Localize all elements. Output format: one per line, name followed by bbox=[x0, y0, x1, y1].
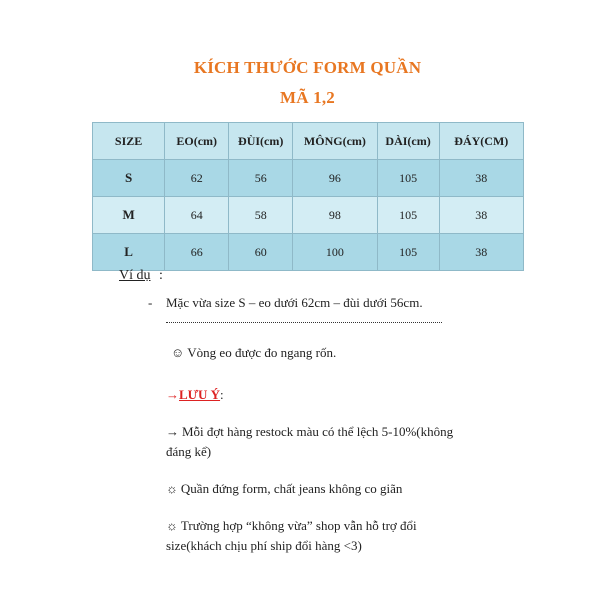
note-label: LƯU Ý bbox=[179, 387, 221, 402]
waist-note-text: Vòng eo được đo ngang rốn. bbox=[187, 345, 337, 360]
sun-icon: ☼ bbox=[166, 518, 178, 533]
header-size: SIZE bbox=[93, 123, 165, 160]
note-exchange-cont: size(khách chịu phí ship đổi hàng <3) bbox=[166, 538, 362, 553]
cell-thigh: 56 bbox=[229, 160, 293, 197]
arrow-right-icon: → bbox=[166, 387, 179, 402]
waist-note bbox=[171, 345, 336, 361]
cell-size: M bbox=[93, 197, 165, 234]
example-text: Mặc vừa size S – eo dưới 62cm – đùi dưới 56cm. bbox=[166, 295, 423, 310]
table-row bbox=[93, 234, 524, 271]
note-restock bbox=[166, 424, 453, 440]
cell-thigh: 60 bbox=[229, 234, 293, 271]
bullet-dash: - bbox=[148, 295, 153, 310]
page-subtitle: MÃ 1,2 bbox=[279, 88, 336, 107]
cell-thigh: 58 bbox=[229, 197, 293, 234]
cell-rise: 38 bbox=[439, 197, 523, 234]
header-length: DÀI(cm) bbox=[377, 123, 439, 160]
cell-waist: 62 bbox=[165, 160, 229, 197]
dotted-divider bbox=[166, 316, 442, 323]
example-heading bbox=[119, 268, 151, 284]
cell-rise: 38 bbox=[439, 234, 523, 271]
header-hip: MÔNG(cm) bbox=[293, 123, 377, 160]
cell-hip: 100 bbox=[293, 234, 377, 271]
note-fabric bbox=[166, 481, 402, 497]
cell-size: S bbox=[93, 160, 165, 197]
note-colon: : bbox=[220, 387, 224, 402]
note-fabric-text: Quần đứng form, chất jeans không co giãn bbox=[180, 481, 403, 496]
note-exchange bbox=[166, 518, 417, 534]
header-waist: EO(cm) bbox=[165, 123, 229, 160]
table-row bbox=[93, 197, 524, 234]
cell-hip: 98 bbox=[293, 197, 377, 234]
table-row bbox=[93, 160, 524, 197]
cell-length: 105 bbox=[377, 234, 439, 271]
page-title: KÍCH THƯỚC FORM QUẦN bbox=[193, 58, 422, 77]
cell-length: 105 bbox=[377, 197, 439, 234]
smiley-icon: ☺ bbox=[171, 345, 185, 360]
size-table bbox=[92, 122, 524, 271]
arrow-right-icon: → bbox=[166, 424, 179, 439]
example-label: Ví dụ bbox=[119, 268, 151, 283]
cell-size: L bbox=[93, 234, 165, 271]
note-heading bbox=[166, 387, 224, 403]
note-restock-text: Mỗi đợt hàng restock màu có thể lệch 5-10%(không bbox=[182, 424, 454, 439]
header-rise: ĐÁY(CM) bbox=[439, 123, 523, 160]
header-thigh: ĐÙI(cm) bbox=[229, 123, 293, 160]
cell-hip: 96 bbox=[293, 160, 377, 197]
sun-icon: ☼ bbox=[166, 481, 178, 496]
cell-length: 105 bbox=[377, 160, 439, 197]
note-exchange-text: Trường hợp “không vừa” shop vẫn hỗ trợ đổi bbox=[180, 518, 417, 533]
cell-waist: 66 bbox=[165, 234, 229, 271]
table-header-row bbox=[93, 123, 524, 160]
cell-waist: 64 bbox=[165, 197, 229, 234]
note-restock-cont: đáng kể) bbox=[166, 444, 212, 459]
example-item bbox=[148, 295, 423, 311]
cell-rise: 38 bbox=[439, 160, 523, 197]
example-colon: : bbox=[159, 268, 163, 283]
